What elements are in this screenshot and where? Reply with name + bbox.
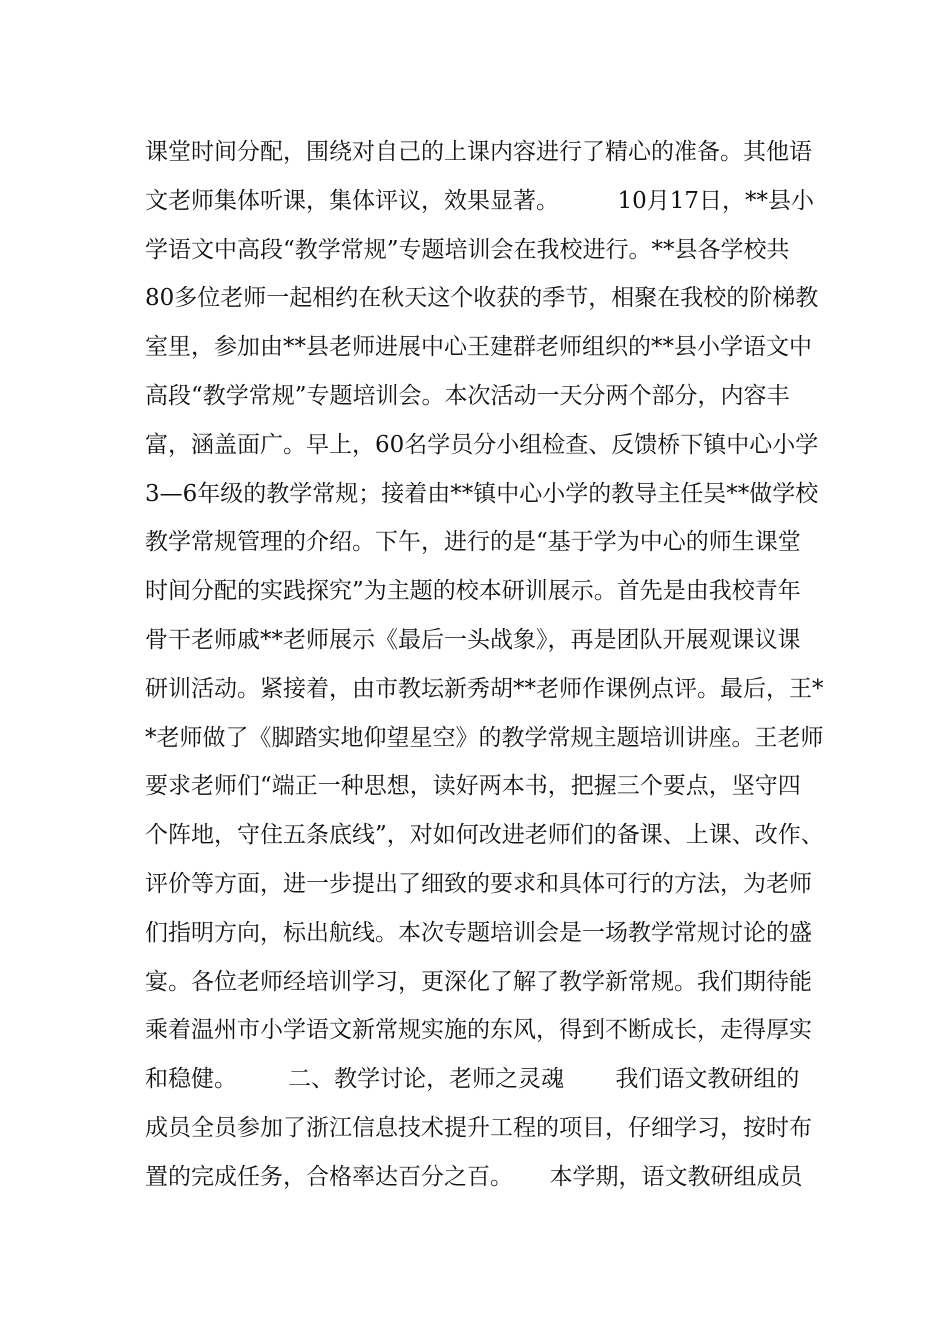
- text-line: *老师做了《脚踏实地仰望星空》的教学常规主题培训讲座。王老师: [145, 724, 824, 751]
- text-line: 80多位老师一起相约在秋天这个收获的季节，相聚在我校的阶梯教: [145, 285, 819, 312]
- text-line: 课堂时间分配，围绕对自己的上课内容进行了精心的准备。其他语: [145, 139, 812, 165]
- text-line: 3—6年级的教学常规；接着由**镇中心小学的教导主任吴**做学校: [145, 480, 819, 507]
- text-line: 宴。各位老师经培训学习，更深化了解了教学新常规。我们期待能: [145, 968, 812, 995]
- text-line: 富，涵盖面广。早上，60名学员分小组检查、反馈桥下镇中心小学: [145, 431, 819, 458]
- text-line: 和稳健。 二、教学讨论，老师之灵魂 我们语文教研组的: [145, 1066, 800, 1093]
- text-line: 教学常规管理的介绍。下午，进行的是“基于学为中心的师生课堂: [145, 529, 801, 556]
- text-line: 室里，参加由**县老师进展中心王建群老师组织的**县小学语文中: [145, 334, 812, 361]
- text-line: 个阵地，守住五条底线”，对如何改进老师们的备课、上课、改作、: [145, 822, 824, 849]
- text-line: 要求老师们“端正一种思想，读好两本书，把握三个要点，坚守四: [145, 773, 801, 800]
- text-line: 乘着温州市小学语文新常规实施的东风，得到不断成长，走得厚实: [145, 1017, 812, 1044]
- text-line: 时间分配的实践探究”为主题的校本研训展示。首先是由我校青年: [145, 578, 801, 605]
- text-line: 成员全员参加了浙江信息技术提升工程的项目，仔细学习，按时布: [145, 1114, 812, 1141]
- text-line: 学语文中高段“教学常规”专题培训会在我校进行。**县各学校共: [145, 236, 790, 263]
- text-line: 高段“教学常规”专题培训会。本次活动一天分两个部分，内容丰: [145, 382, 790, 409]
- text-line: 们指明方向，标出航线。本次专题培训会是一场教学常规讨论的盛: [145, 919, 812, 946]
- text-line: 骨干老师戚**老师展示《最后一头战象》，再是团队开展观课议课: [145, 626, 801, 653]
- text-line: 评价等方面，进一步提出了细致的要求和具体可行的方法，为老师: [145, 870, 812, 897]
- text-line: 文老师集体听课，集体评议，效果显著。 10月17日，**县小: [145, 187, 815, 214]
- text-line: 置的完成任务，合格率达百分之百。 本学期，语文教研组成员: [145, 1163, 803, 1190]
- body-text: [145, 128, 845, 1202]
- text-line: 研训活动。紧接着，由市教坛新秀胡**老师作课例点评。最后，王*: [145, 675, 824, 702]
